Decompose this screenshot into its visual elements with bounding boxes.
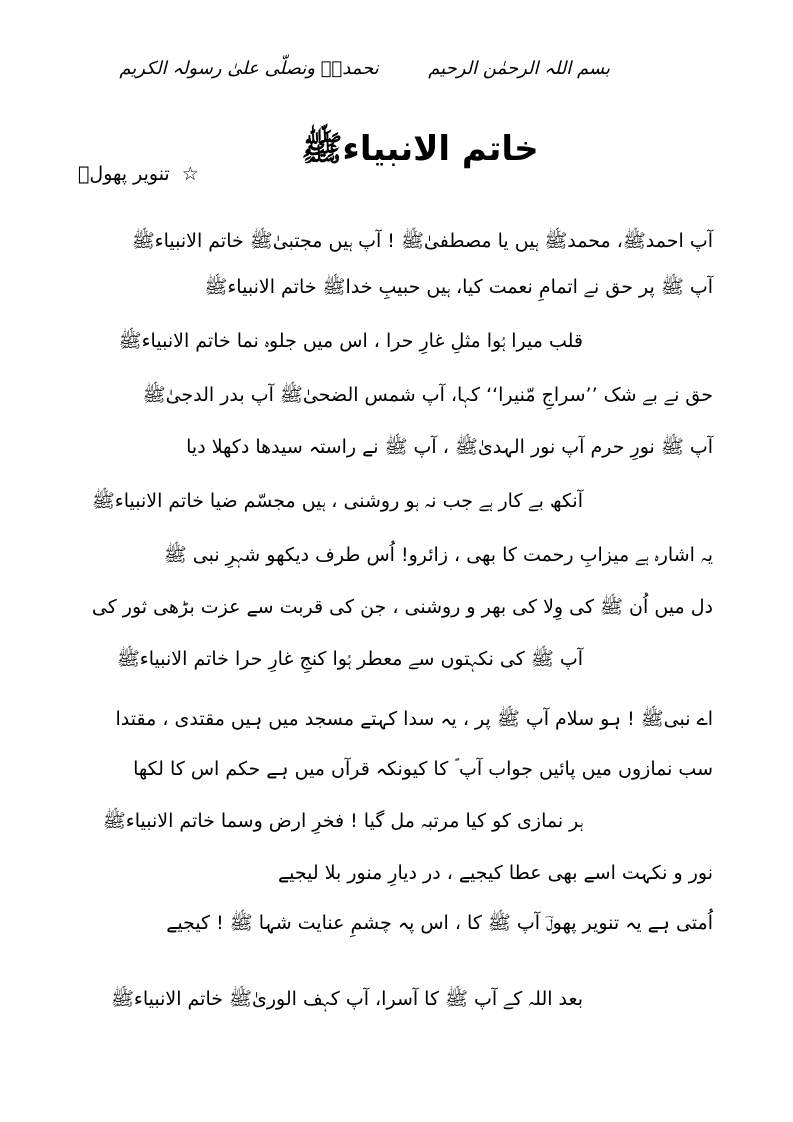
poem-line: آپ ﷺ نورِ حرم آپ نور الہدیٰﷺ ، آپ ﷺ نے راستہ سیدھا دکھلا دیا	[186, 436, 713, 458]
poem-line: حق نے بے شک ’’سراجِ مّنیرا‘‘ کہا، آپ شمس الضحیٰﷺ آپ بدر الدجیٰﷺ	[142, 384, 713, 406]
poem-line: آپ احمدﷺ، محمدﷺ ہیں یا مصطفیٰﷺ ! آپ ہیں مجتبیٰﷺ خاتم الانبیاءﷺ	[131, 230, 713, 252]
praise-text: نحمدہٗ ونصلّی علیٰ رسولہ الکریم	[119, 58, 379, 79]
poem-line: اے نبیﷺ ! ہو سلام آپ ﷺ پر ، یہ سدا کہتے مسجد میں ہیں مقتدی ، مقتدا	[115, 708, 713, 730]
poem-line: آپ ﷺ پر حق نے اتمامِ نعمت کیا، ہیں حبیبِ خداﷺ خاتم الانبیاءﷺ	[204, 276, 713, 298]
poem-line: اُمتی ہے یہ تنویر پھولؔ آپ ﷺ کا ، اس پہ چشمِ عنایت شہا ﷺ ! کیجیے	[166, 912, 713, 934]
poem-line: آنکھ بے کار ہے جب نہ ہو روشنی ، ہیں مجسّم ضیا خاتم الانبیاءﷺ	[91, 490, 583, 512]
poem-title: خاتم الانبیاءﷺ	[301, 129, 539, 169]
author-name: تنویر پھولؔ	[78, 163, 170, 185]
poem-line: آپ ﷺ کی نکہتوں سے معطر ہُوا کنجِ غارِ حرا خاتم الانبیاءﷺ	[116, 648, 583, 670]
poem-line: سب نمازوں میں پائیں جواب آپ ؐ کا کیونکہ قرآں میں ہے حکم اس کا لکھا	[133, 758, 713, 780]
author-byline	[78, 163, 199, 185]
star-icon: ☆	[181, 163, 199, 185]
poem-line: قلب میرا ہُوا مثلِ غارِ حرا ، اس میں جلوہ نما خاتم الانبیاءﷺ	[118, 330, 583, 352]
poem-line: یہ اشارہ ہے میزابِ رحمت کا بھی ، زائرو! اُس طرف دیکھو شہرِ نبی ﷺ	[163, 544, 713, 566]
poem-line: دل میں اُن ﷺ کی وِلا کی بھر و روشنی ، جن کی قربت سے عزت بڑھی ثور کی	[91, 596, 713, 618]
bismillah-text: بسم اللہ الرحمٰن الرحیم	[428, 58, 610, 79]
poem-line: ہر نمازی کو کیا مرتبہ مل گیا ! فخرِ ارض وسما خاتم الانبیاءﷺ	[102, 810, 583, 832]
poem-line: نور و نکہت اسے بھی عطا کیجیے ، در دیارِ منور بلا لیجیے	[278, 862, 713, 884]
poem-line: بعد اللہ کے آپ ﷺ کا آسرا، آپ کہف الوریٰﷺ خاتم الانبیاءﷺ	[110, 988, 583, 1010]
bismillah-header	[119, 58, 610, 79]
